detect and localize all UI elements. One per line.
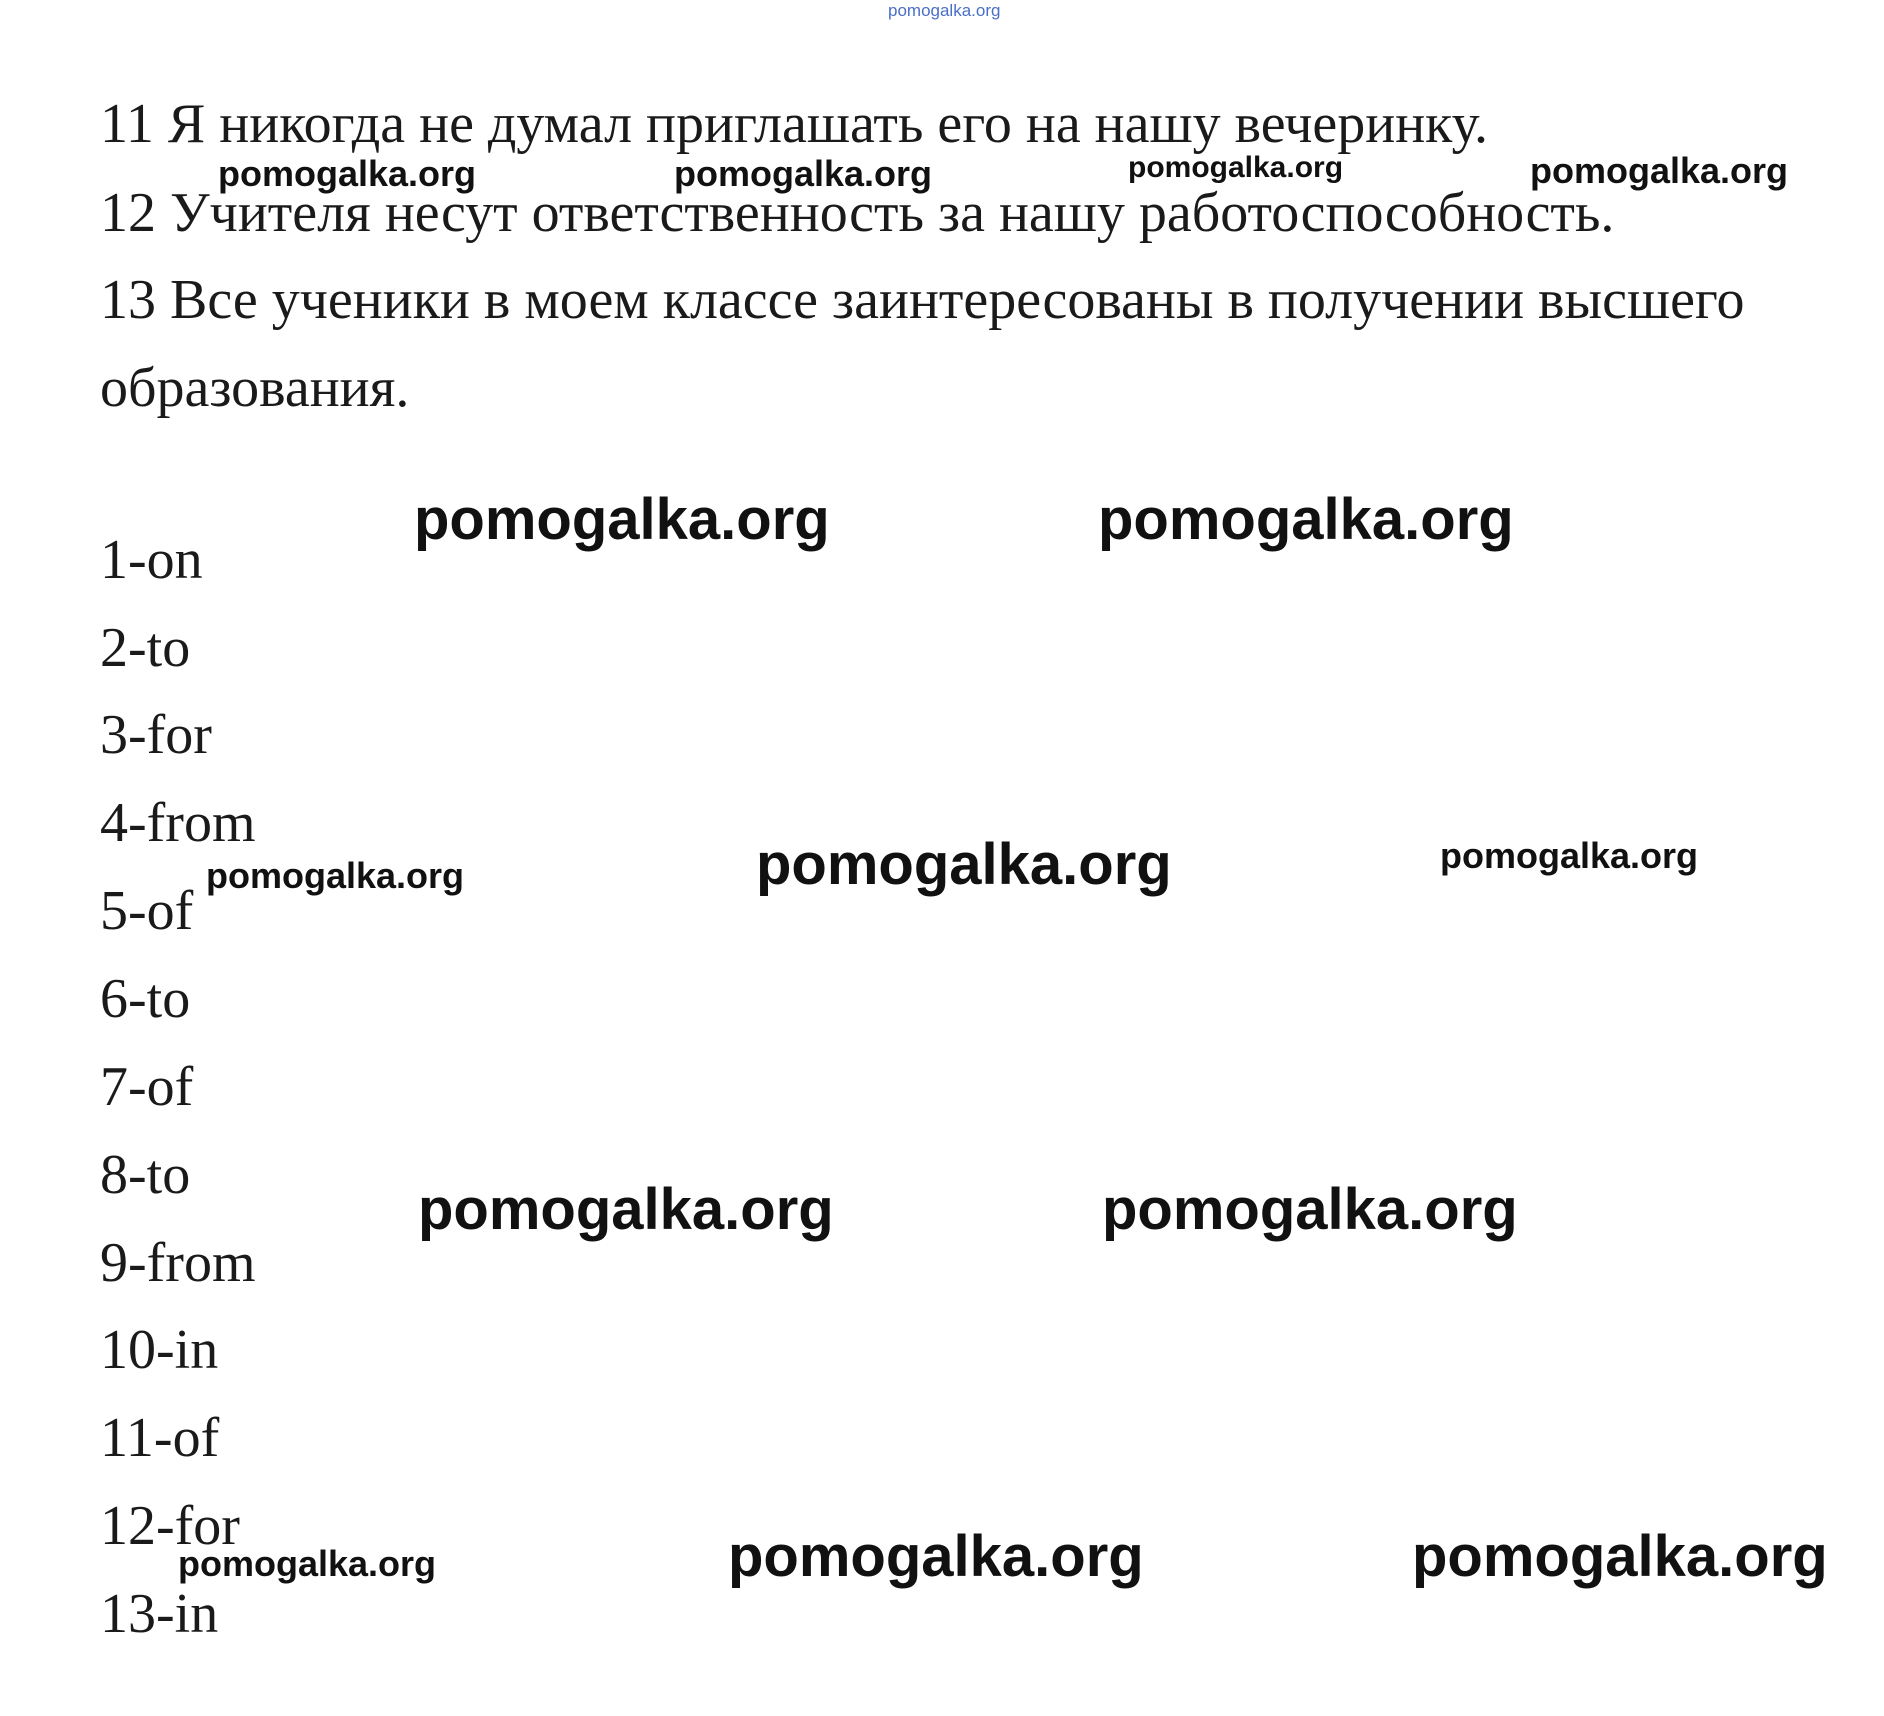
watermark: pomogalka.org xyxy=(674,153,933,194)
sentence-11: 11 Я никогда не думал приглашать его на нашу вечеринку. xyxy=(100,93,1488,155)
answer-12: 12-for xyxy=(100,1495,240,1557)
watermark: pomogalka.org xyxy=(206,855,465,896)
watermark: pomogalka.org xyxy=(1102,1177,1518,1242)
answer-10: 10-in xyxy=(100,1319,219,1381)
answer-6: 6-to xyxy=(100,968,191,1030)
watermark: pomogalka.org xyxy=(1440,835,1699,876)
answer-5: 5-of xyxy=(100,880,194,942)
answer-1: 1-on xyxy=(100,529,203,591)
watermark: pomogalka.org xyxy=(414,487,830,552)
sentence-12: 12 Учителя несут ответственность за нашу работоспособность. xyxy=(100,182,1615,244)
watermark: pomogalka.org xyxy=(1128,151,1344,184)
watermark: pomogalka.org xyxy=(1412,1524,1828,1589)
watermark: pomogalka.org xyxy=(178,1543,437,1584)
answer-4: 4-from xyxy=(100,792,256,854)
watermark: pomogalka.org xyxy=(1098,487,1514,552)
watermark: pomogalka.org xyxy=(418,1177,834,1242)
answer-9: 9-from xyxy=(100,1232,256,1294)
watermark: pomogalka.org xyxy=(1530,150,1789,191)
sentence-13-continuation: образования. xyxy=(100,357,410,419)
watermark: pomogalka.org xyxy=(728,1524,1144,1589)
watermark-top: pomogalka.org xyxy=(888,1,1001,20)
watermark: pomogalka.org xyxy=(756,832,1172,897)
answer-2: 2-to xyxy=(100,617,191,679)
sentence-13: 13 Все ученики в моем классе заинтересованы в получении высшего xyxy=(100,269,1745,331)
answer-13: 13-in xyxy=(100,1583,219,1645)
answer-8: 8-to xyxy=(100,1144,191,1206)
answer-3: 3-for xyxy=(100,704,212,766)
watermark: pomogalka.org xyxy=(218,153,477,194)
answer-7: 7-of xyxy=(100,1056,194,1118)
answer-11: 11-of xyxy=(100,1407,220,1469)
